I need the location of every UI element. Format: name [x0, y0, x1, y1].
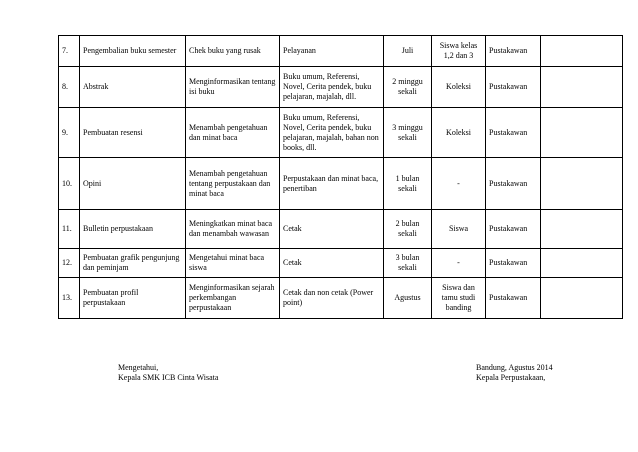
row-number: 12.: [59, 249, 80, 278]
target-cell: Cetak dan non cetak (Power point): [280, 278, 384, 319]
executor-cell: Pustakawan: [486, 108, 541, 158]
signature-right: [476, 363, 553, 383]
target-cell: Buku umum, Referensi, Novel, Cerita pendek, buku pelajaran, majalah, bahan non books, dll.: [280, 108, 384, 158]
executor-cell: Pustakawan: [486, 210, 541, 249]
purpose-cell: Chek buku yang rusak: [186, 36, 280, 67]
table-row: [59, 158, 623, 210]
row-number: 7.: [59, 36, 80, 67]
participant-cell: Koleksi: [432, 67, 486, 108]
row-number: 9.: [59, 108, 80, 158]
notes-cell: [541, 67, 623, 108]
notes-cell: [541, 158, 623, 210]
participant-cell: Siswa dan tamu studi banding: [432, 278, 486, 319]
time-cell: 1 bulan sekali: [384, 158, 432, 210]
table-row: [59, 210, 623, 249]
participant-cell: Koleksi: [432, 108, 486, 158]
librarian-title: Kepala Perpustakaan,: [476, 373, 546, 382]
executor-cell: Pustakawan: [486, 158, 541, 210]
participant-cell: Siswa: [432, 210, 486, 249]
executor-cell: Pustakawan: [486, 249, 541, 278]
participant-cell: -: [432, 158, 486, 210]
activity-cell: Pengembalian buku semester: [80, 36, 186, 67]
row-number: 11.: [59, 210, 80, 249]
place-date: Bandung, Agustus 2014: [476, 363, 553, 372]
time-cell: 3 minggu sekali: [384, 108, 432, 158]
activity-cell: Pembuatan profil perpustakaan: [80, 278, 186, 319]
executor-cell: Pustakawan: [486, 278, 541, 319]
time-cell: Juli: [384, 36, 432, 67]
activity-cell: Pembuatan grafik pengunjung dan peminjam: [80, 249, 186, 278]
executor-cell: Pustakawan: [486, 67, 541, 108]
participant-cell: Siswa kelas 1,2 dan 3: [432, 36, 486, 67]
activity-cell: Bulletin perpustakaan: [80, 210, 186, 249]
time-cell: 2 minggu sekali: [384, 67, 432, 108]
table-row: [59, 36, 623, 67]
target-cell: Cetak: [280, 210, 384, 249]
notes-cell: [541, 278, 623, 319]
target-cell: Perpustakaan dan minat baca, penertiban: [280, 158, 384, 210]
row-number: 13.: [59, 278, 80, 319]
participant-cell: -: [432, 249, 486, 278]
purpose-cell: Meningkatkan minat baca dan menambah wawasan: [186, 210, 280, 249]
target-cell: Pelayanan: [280, 36, 384, 67]
notes-cell: [541, 249, 623, 278]
notes-cell: [541, 210, 623, 249]
activity-cell: Abstrak: [80, 67, 186, 108]
notes-cell: [541, 108, 623, 158]
row-number: 8.: [59, 67, 80, 108]
target-cell: Cetak: [280, 249, 384, 278]
purpose-cell: Menambah pengetahuan tentang perpustakaan dan minat baca: [186, 158, 280, 210]
time-cell: Agustus: [384, 278, 432, 319]
activity-cell: Pembuatan resensi: [80, 108, 186, 158]
activity-cell: Opini: [80, 158, 186, 210]
principal-title: Kepala SMK ICB Cinta Wisata: [118, 373, 219, 382]
time-cell: 2 bulan sekali: [384, 210, 432, 249]
purpose-cell: Menambah pengetahuan dan minat baca: [186, 108, 280, 158]
table-body: [59, 36, 623, 319]
table-row: [59, 108, 623, 158]
row-number: 10.: [59, 158, 80, 210]
activity-table: [58, 35, 623, 319]
table-row: [59, 249, 623, 278]
purpose-cell: Menginformasikan tentang isi buku: [186, 67, 280, 108]
table-row: [59, 278, 623, 319]
notes-cell: [541, 36, 623, 67]
table-row: [59, 67, 623, 108]
purpose-cell: Mengetahui minat baca siswa: [186, 249, 280, 278]
acknowledged-label: Mengetahui,: [118, 363, 159, 372]
time-cell: 3 bulan sekali: [384, 249, 432, 278]
target-cell: Buku umum, Referensi, Novel, Cerita pendek, buku pelajaran, majalah, dll.: [280, 67, 384, 108]
executor-cell: Pustakawan: [486, 36, 541, 67]
purpose-cell: Menginformasikan sejarah perkembangan perpustakaan: [186, 278, 280, 319]
signature-left: [118, 363, 218, 383]
